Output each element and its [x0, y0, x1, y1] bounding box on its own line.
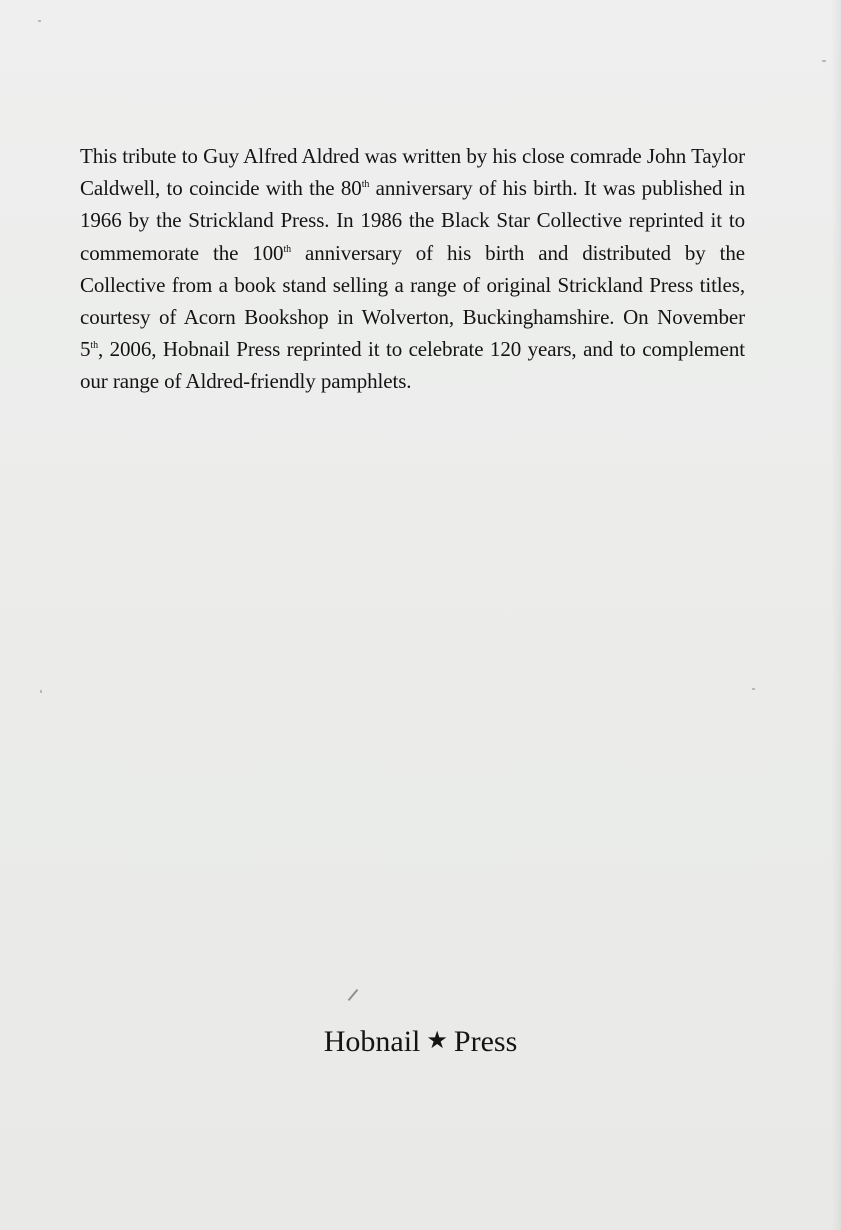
- ordinal-suffix: th: [361, 179, 370, 191]
- imprint-name-first: Hobnail: [323, 1025, 421, 1058]
- tribute-text-part-1: This tribute to Guy Alfred Aldred was written by his close comrade John Taylor Caldwell, to coincide with the 80: [80, 144, 745, 201]
- paper-speck: [752, 688, 755, 690]
- paper-speck: [822, 60, 826, 62]
- tribute-text-part-3: anniversary of his birth and distributed by the Collective from a book stand selling a range of original Strickland Press titles, courtesy of Acorn Bookshop in Wolverton, Buckinghamshire. On November 5: [80, 240, 745, 362]
- imprint-name-second: Press: [453, 1025, 518, 1058]
- paper-speck: [38, 20, 41, 22]
- tribute-text-part-2: anniversary of his birth. It was published in 1966 by the Strickland Press. In 1986 the Black Star Collective reprinted it to commemorate the 100: [80, 176, 745, 265]
- ordinal-suffix: th: [90, 340, 98, 352]
- tribute-text-part-4: , 2006, Hobnail Press reprinted it to celebrate 120 years, and to complement our range of Aldred-friendly pamphlets.: [80, 337, 745, 394]
- paper-speck: [40, 690, 42, 693]
- paper-speck: [348, 989, 359, 1001]
- publisher-imprint: [0, 1022, 841, 1063]
- star-icon: ★: [426, 1026, 448, 1054]
- tribute-paragraph: [80, 140, 745, 398]
- ordinal-suffix: th: [283, 243, 292, 255]
